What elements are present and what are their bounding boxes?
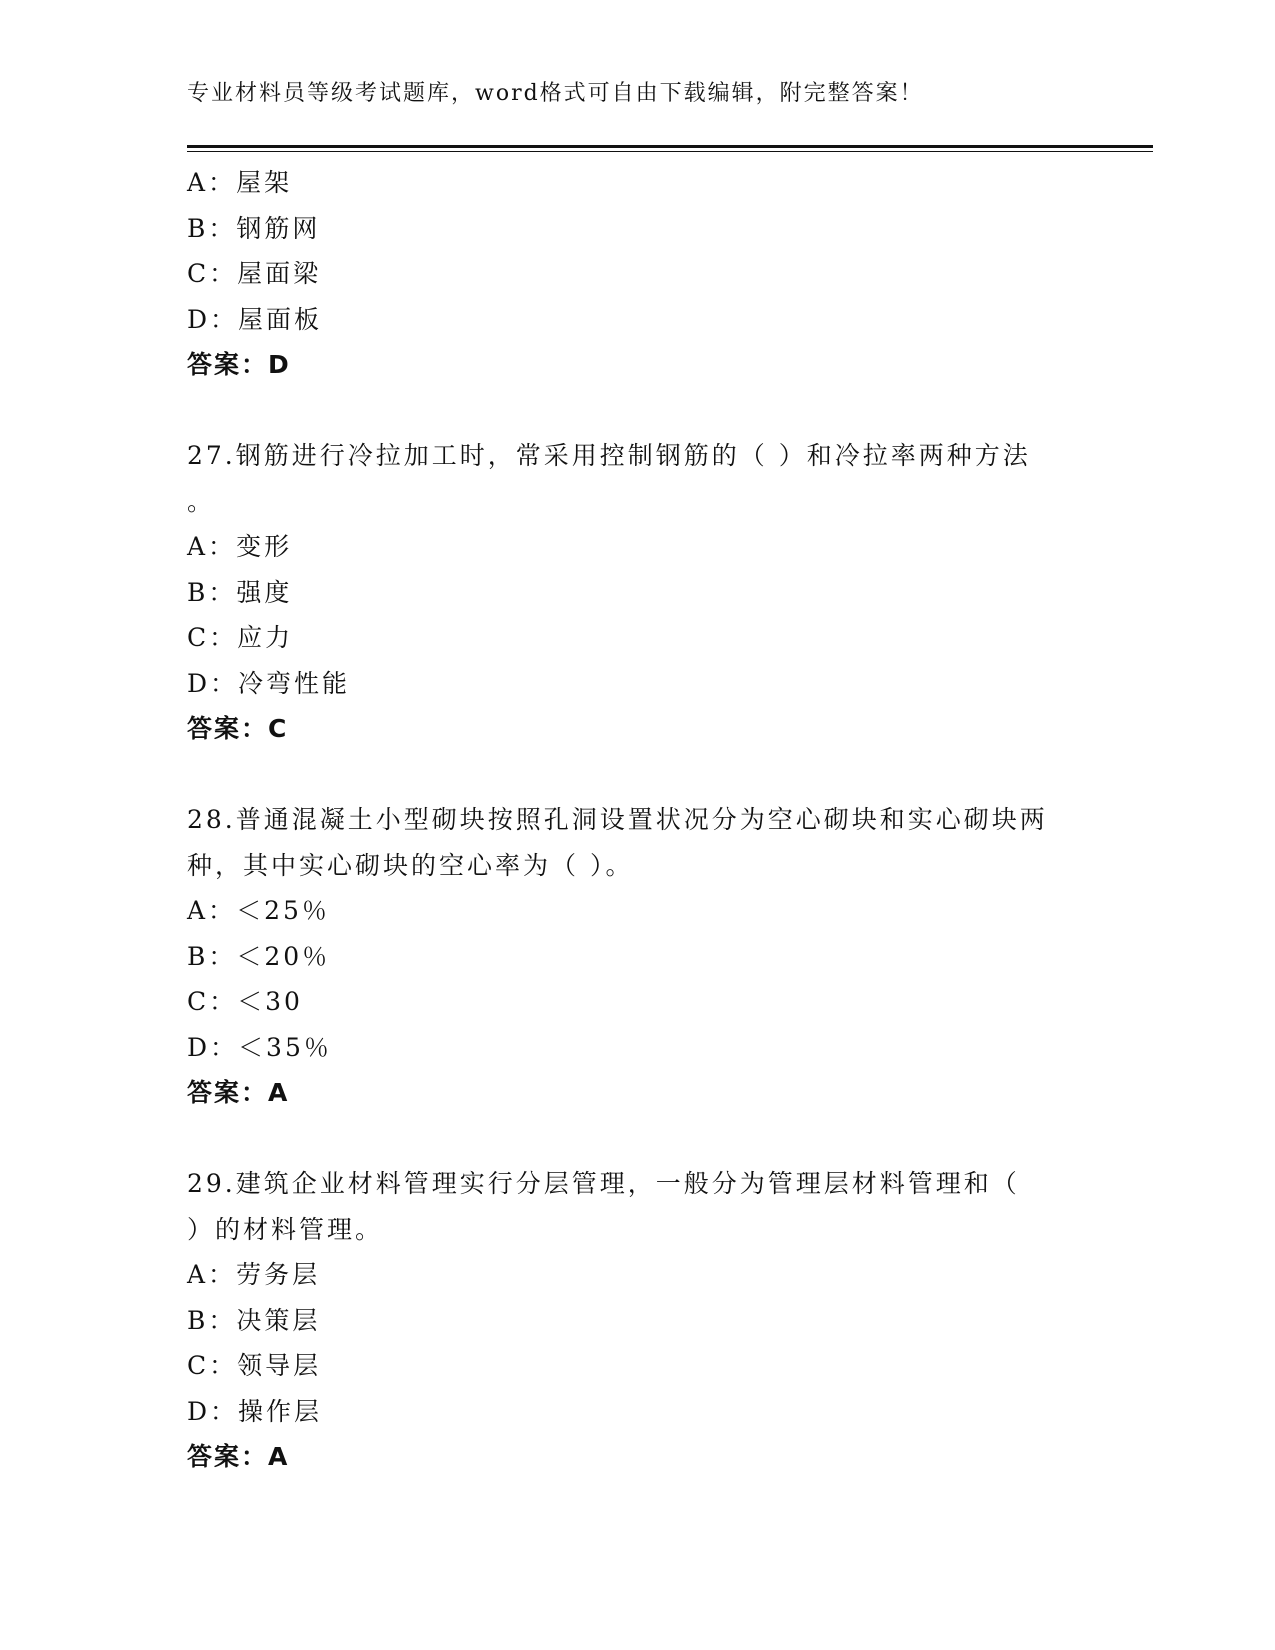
option-b (187, 206, 1087, 252)
answer-line: 答案：A (187, 1078, 290, 1107)
option-key: D： (187, 668, 239, 698)
question-stem-line: 种，其中实心砌块的空心率为（ ）。 (187, 850, 634, 880)
option-key: B： (187, 213, 237, 243)
spacer (187, 1116, 1087, 1162)
option-text: 屋架 (236, 168, 293, 197)
option-text: ＜20％ (236, 941, 331, 971)
option-key: C： (187, 623, 238, 652)
option-key: B： (187, 1305, 237, 1335)
question-stem-line: 28.普通混凝土小型砌块按照孔洞设置状况分为空心砌块和实心砌块两 (187, 805, 1048, 834)
option-c (187, 251, 1087, 297)
option-key: C： (187, 1351, 238, 1380)
option-key: D： (187, 304, 239, 334)
option-text: 操作层 (238, 1396, 323, 1426)
question-list (187, 160, 1087, 1480)
option-text: 变形 (236, 532, 293, 561)
option-key: A： (187, 896, 237, 925)
option-b (187, 1298, 1087, 1344)
option-text: 劳务层 (236, 1260, 321, 1289)
question-28 (187, 797, 1087, 1116)
option-c (187, 979, 1087, 1025)
option-text: 领导层 (237, 1351, 322, 1380)
option-key: C： (187, 987, 238, 1016)
option-d (187, 661, 1087, 707)
option-text: 决策层 (236, 1305, 321, 1335)
option-c (187, 1343, 1087, 1389)
option-key: B： (187, 577, 237, 607)
option-d (187, 1025, 1087, 1071)
question-partial (187, 160, 1087, 388)
option-text: ＜30 (237, 987, 303, 1016)
option-key: A： (187, 1260, 237, 1289)
option-text: 钢筋网 (236, 213, 321, 243)
option-key: D： (187, 1396, 239, 1426)
option-text: 应力 (237, 623, 294, 652)
spacer (187, 752, 1087, 798)
option-key: D： (187, 1032, 239, 1062)
option-d (187, 1389, 1087, 1435)
option-text: 屋面梁 (237, 259, 322, 288)
option-key: A： (187, 532, 237, 561)
option-key: B： (187, 941, 237, 971)
header-rule-thick (187, 145, 1153, 148)
option-text: ＜25％ (236, 896, 330, 925)
option-text: 强度 (236, 577, 293, 607)
option-key: C： (187, 259, 238, 288)
answer-line: 答案：D (187, 350, 291, 379)
option-a (187, 888, 1087, 934)
option-c (187, 615, 1087, 661)
question-stem-line: 。 (187, 486, 216, 516)
option-key: A： (187, 168, 237, 197)
option-a (187, 524, 1087, 570)
option-b (187, 934, 1087, 980)
option-d (187, 297, 1087, 343)
answer-line: 答案：C (187, 714, 289, 743)
option-a (187, 160, 1087, 206)
spacer (187, 388, 1087, 434)
answer-line: 答案：A (187, 1442, 290, 1471)
header-rule-thin (187, 151, 1153, 152)
option-b (187, 570, 1087, 616)
option-text: 屋面板 (238, 304, 323, 334)
question-stem-line: 29.建筑企业材料管理实行分层管理，一般分为管理层材料管理和（ (187, 1169, 1020, 1198)
option-text: ＜35％ (238, 1032, 332, 1062)
option-a (187, 1252, 1087, 1298)
question-29 (187, 1161, 1087, 1480)
option-text: 冷弯性能 (238, 668, 351, 698)
question-27 (187, 433, 1087, 752)
page-header: 专业材料员等级考试题库，word格式可自由下载编辑，附完整答案！ (187, 81, 924, 106)
question-stem-line: ）的材料管理。 (187, 1214, 384, 1244)
question-stem-line: 27.钢筋进行冷拉加工时，常采用控制钢筋的（ ）和冷拉率两种方法 (187, 441, 1031, 470)
